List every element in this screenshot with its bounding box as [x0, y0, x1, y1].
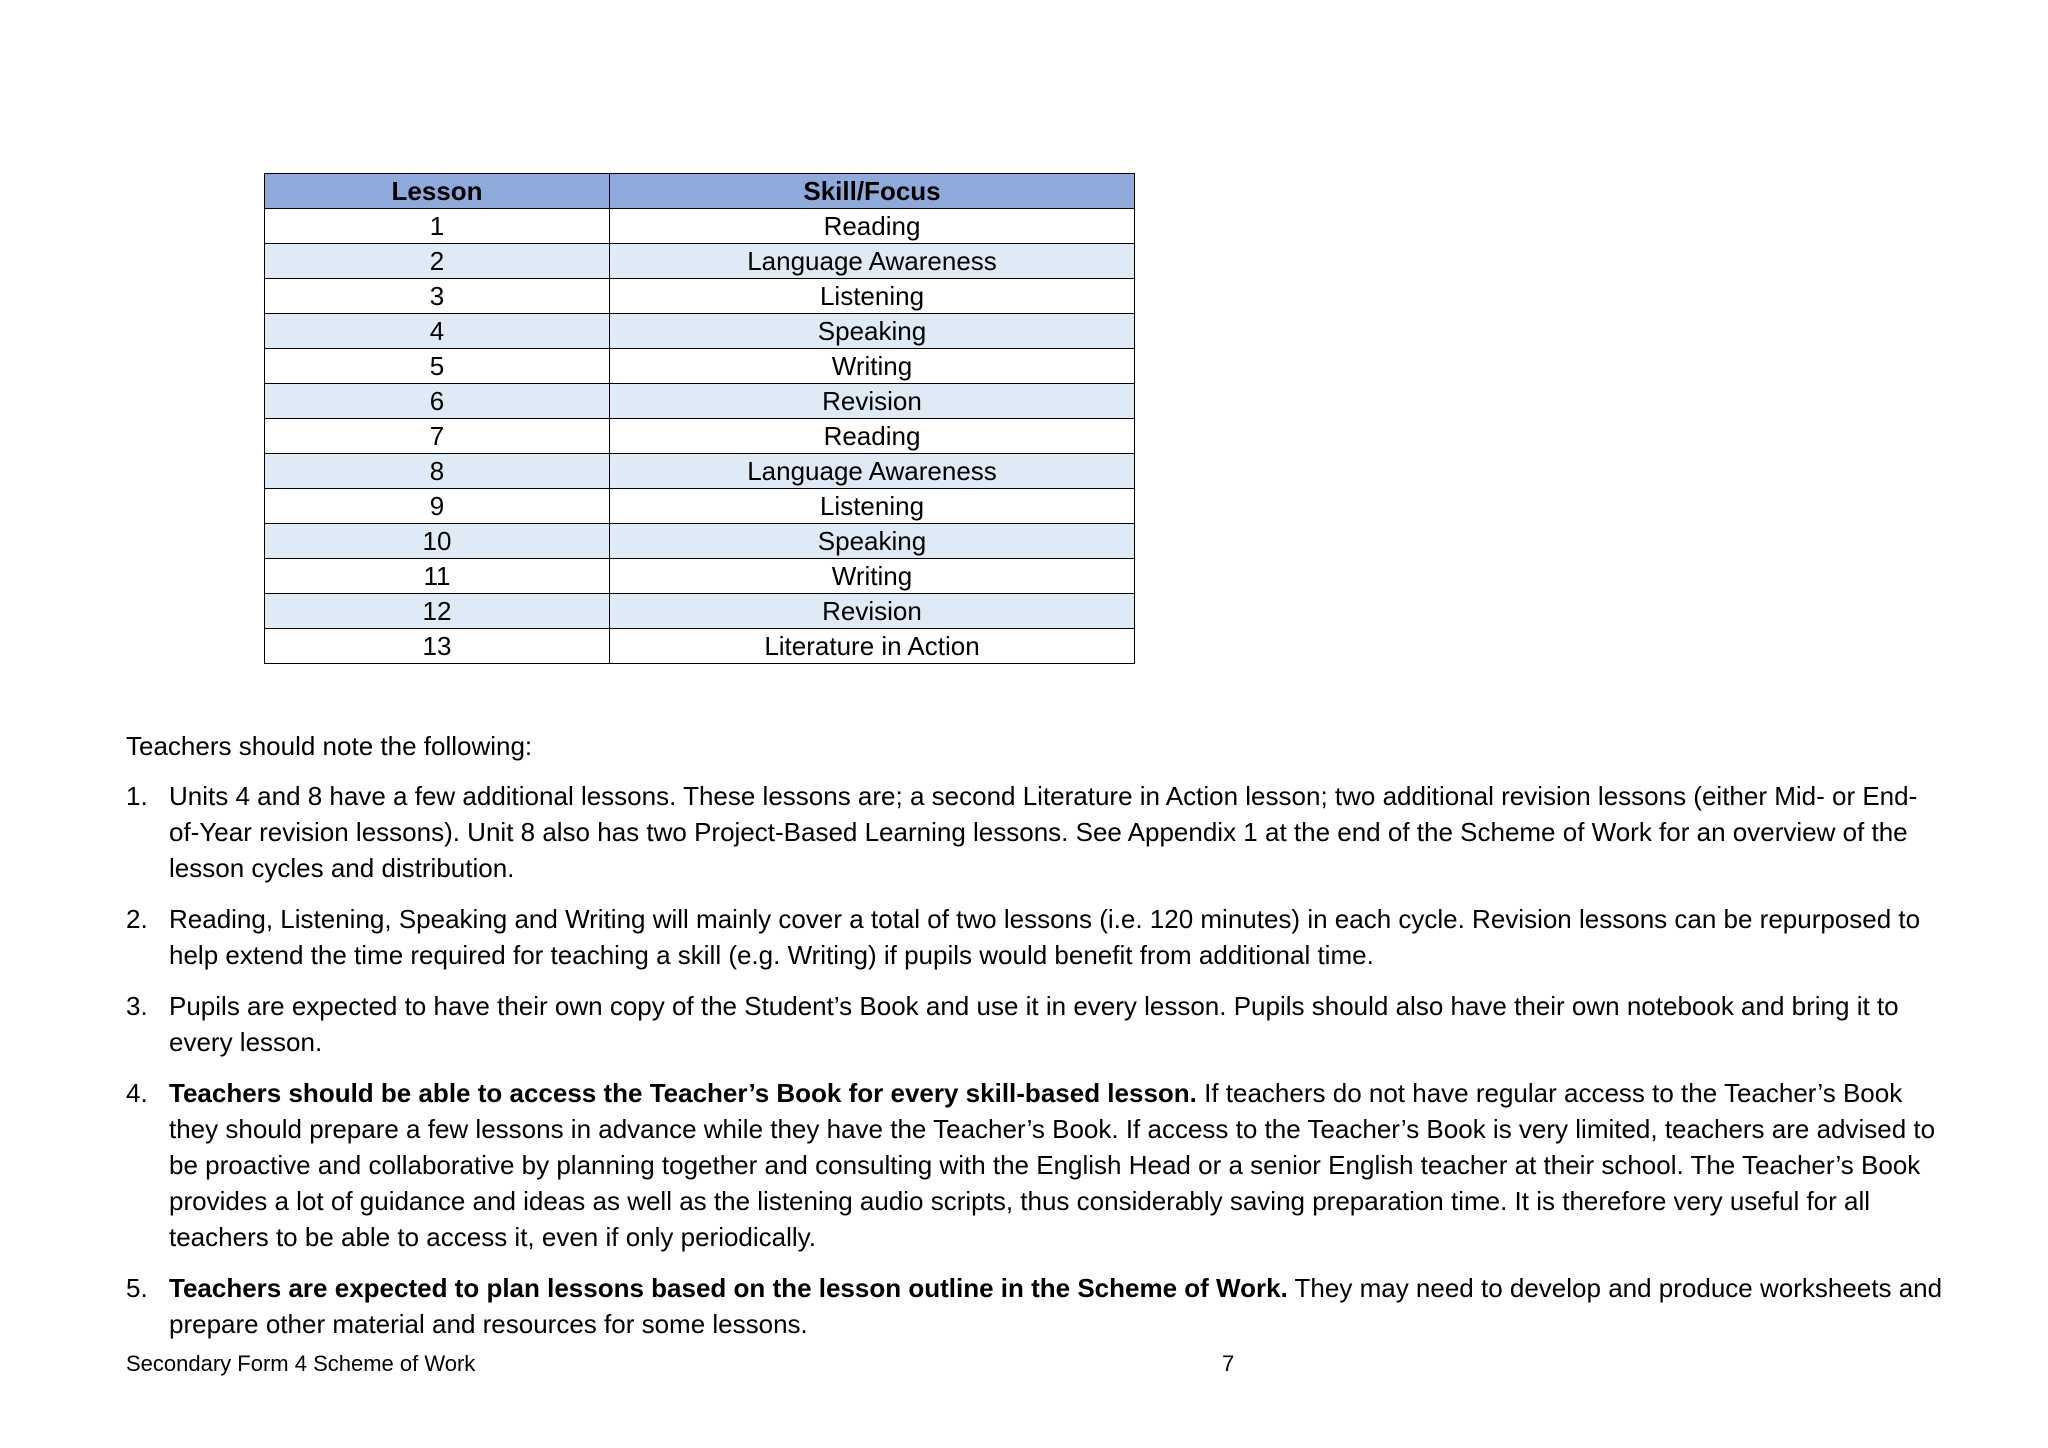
lesson-number-cell: 2 [265, 244, 610, 279]
list-item-number: 3. [126, 991, 148, 1021]
list-item-number: 2. [126, 904, 148, 934]
skill-focus-cell: Reading [610, 209, 1135, 244]
skill-focus-cell: Listening [610, 489, 1135, 524]
table-row [265, 349, 1135, 384]
footer-page-number: 7 [1222, 1351, 1235, 1376]
skill-focus-column-header: Skill/Focus [610, 174, 1135, 209]
footer-document-title: Secondary Form 4 Scheme of Work [126, 1351, 476, 1376]
lesson-skill-table [264, 173, 1135, 664]
list-item [126, 1270, 1946, 1342]
lesson-number-cell: 3 [265, 279, 610, 314]
table-row [265, 594, 1135, 629]
list-item [126, 988, 1946, 1060]
table-header-row [265, 174, 1135, 209]
table-row [265, 279, 1135, 314]
table-row [265, 384, 1135, 419]
table-row [265, 629, 1135, 664]
lesson-number-cell: 1 [265, 209, 610, 244]
table-row [265, 209, 1135, 244]
lesson-number-cell: 6 [265, 384, 610, 419]
lesson-number-cell: 13 [265, 629, 610, 664]
lesson-number-cell: 4 [265, 314, 610, 349]
lesson-number-cell: 10 [265, 524, 610, 559]
lesson-number-cell: 11 [265, 559, 610, 594]
list-item-text: If teachers do not have regular access to the Teacher’s Book they should prepare a few lessons in advance while they have the Teacher’s Book. If access to the Teacher’s Book is very limited, teachers are advised to be proactive and collaborative by planning together and consulting with the English Head or a senior English teacher at their school. The Teacher’s Book provides a lot of guidance and ideas as well as the listening audio scripts, thus considerably saving preparation time. It is therefore very useful for all teachers to be able to access it, even if only periodically. [169, 1078, 1936, 1252]
list-item-bold-lead: Teachers should be able to access the Teacher’s Book for every skill-based lesson. [169, 1078, 1197, 1108]
skill-focus-cell: Writing [610, 349, 1135, 384]
lesson-number-cell: 9 [265, 489, 610, 524]
lesson-number-cell: 8 [265, 454, 610, 489]
skill-focus-cell: Revision [610, 384, 1135, 419]
table-row [265, 559, 1135, 594]
lesson-number-cell: 5 [265, 349, 610, 384]
skill-focus-cell: Speaking [610, 524, 1135, 559]
list-item [126, 778, 1946, 886]
teacher-notes-list [126, 778, 1946, 1357]
list-item-text: Units 4 and 8 have a few additional lessons. These lessons are; a second Literature in Action lesson; two additional revision lessons (either Mid- or End-of-Year revision lessons). Unit 8 also has two Project-Based Learning lessons. See Appendix 1 at the end of the Scheme of Work for an overview of the lesson cycles and distribution. [169, 781, 1918, 883]
skill-focus-cell: Language Awareness [610, 454, 1135, 489]
lesson-column-header: Lesson [265, 174, 610, 209]
skill-focus-cell: Language Awareness [610, 244, 1135, 279]
list-item-bold-lead: Teachers are expected to plan lessons based on the lesson outline in the Scheme of Work. [169, 1273, 1288, 1303]
skill-focus-cell: Listening [610, 279, 1135, 314]
skill-focus-cell: Reading [610, 419, 1135, 454]
table-row [265, 419, 1135, 454]
table-row [265, 454, 1135, 489]
skill-focus-cell: Literature in Action [610, 629, 1135, 664]
list-item-number: 4. [126, 1078, 148, 1108]
skill-focus-cell: Revision [610, 594, 1135, 629]
list-item-text: Reading, Listening, Speaking and Writing will mainly cover a total of two lessons (i.e. 120 minutes) in each cycle. Revision lessons can be repurposed to help extend the time required for teaching a skill (e.g. Writing) if pupils would benefit from additional time. [169, 904, 1921, 970]
table-row [265, 244, 1135, 279]
table-row [265, 489, 1135, 524]
list-item [126, 901, 1946, 973]
table-row [265, 314, 1135, 349]
skill-focus-cell: Speaking [610, 314, 1135, 349]
lesson-number-cell: 12 [265, 594, 610, 629]
list-item-number: 1. [126, 781, 148, 811]
list-item-text: They may need to develop and produce worksheets and prepare other material and resources for some lessons. [169, 1273, 1943, 1339]
list-item [126, 1075, 1946, 1255]
list-item-number: 5. [126, 1273, 148, 1303]
skill-focus-cell: Writing [610, 559, 1135, 594]
table-row [265, 524, 1135, 559]
lesson-number-cell: 7 [265, 419, 610, 454]
list-item-text: Pupils are expected to have their own copy of the Student’s Book and use it in every lesson. Pupils should also have their own notebook and bring it to every lesson. [169, 991, 1899, 1057]
notes-intro-text: Teachers should note the following: [126, 731, 533, 761]
